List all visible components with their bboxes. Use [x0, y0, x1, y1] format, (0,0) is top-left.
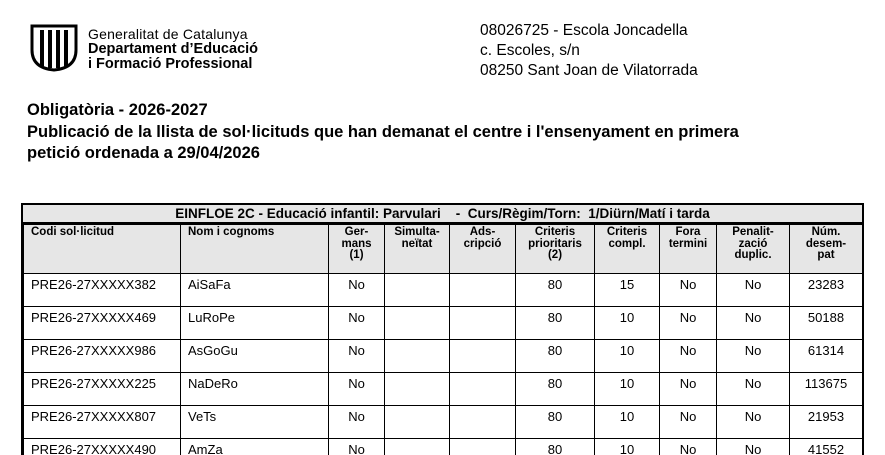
cell-num-desempat: 50188: [790, 307, 863, 340]
cell-penalitzacio: No: [717, 373, 790, 406]
requests-grid: [23, 224, 863, 455]
organization-name: [88, 27, 258, 72]
cell-nom: NaDeRo: [181, 373, 329, 406]
column-header-criteris-compl: [595, 225, 660, 274]
cell-penalitzacio: No: [717, 439, 790, 455]
cell-fora-termini: No: [660, 373, 717, 406]
cell-codi: PRE26-27XXXXX382: [24, 274, 181, 307]
cell-germans: No: [329, 274, 385, 307]
requests-table: [21, 203, 864, 455]
column-header-text: compl.: [608, 238, 645, 250]
cell-criteris-prioritaris: 80: [516, 307, 595, 340]
cell-fora-termini: No: [660, 307, 717, 340]
column-header-text: (2): [548, 249, 562, 261]
cell-simultaneitat: [385, 373, 450, 406]
column-header-text: Núm.: [812, 226, 841, 238]
column-header-text: termini: [669, 238, 707, 250]
cell-nom: AmZa: [181, 439, 329, 455]
cell-germans: No: [329, 373, 385, 406]
cell-num-desempat: 61314: [790, 340, 863, 373]
column-header-text: Nom i cognoms: [188, 226, 274, 238]
cell-germans: No: [329, 307, 385, 340]
school-street: c. Escoles, s/n: [480, 41, 698, 61]
column-header-text: neïtat: [402, 238, 433, 250]
cell-germans: No: [329, 406, 385, 439]
cell-criteris-prioritaris: 80: [516, 274, 595, 307]
cell-penalitzacio: No: [717, 307, 790, 340]
cell-simultaneitat: [385, 406, 450, 439]
cell-criteris-compl: 10: [595, 406, 660, 439]
cell-nom: LuRoPe: [181, 307, 329, 340]
column-header-text: Fora: [676, 226, 701, 238]
column-header-adscripcio: [450, 225, 516, 274]
cell-germans: No: [329, 340, 385, 373]
column-header-text: duplic.: [734, 249, 771, 261]
column-header-text: cripció: [464, 238, 502, 250]
cell-criteris-prioritaris: 80: [516, 340, 595, 373]
org-line-2: Departament d’Educació: [88, 42, 258, 57]
cell-penalitzacio: No: [717, 340, 790, 373]
cell-criteris-compl: 10: [595, 340, 660, 373]
column-header-criteris-prioritaris: [516, 225, 595, 274]
cell-adscripcio: [450, 406, 516, 439]
cell-codi: PRE26-27XXXXX469: [24, 307, 181, 340]
column-header-text: Ads-: [470, 226, 496, 238]
cell-fora-termini: No: [660, 406, 717, 439]
table-body: [24, 274, 863, 455]
org-line-3: i Formació Professional: [88, 57, 258, 72]
cell-num-desempat: 113675: [790, 373, 863, 406]
table-banner-text: EINFLOE 2C - Educació infantil: Parvulari - Curs/Règim/Torn: 1/Diürn/Matí i tarda: [175, 206, 710, 221]
column-header-text: Criteris: [535, 226, 575, 238]
table-row: [24, 406, 863, 439]
column-header-text: Simulta-: [394, 226, 439, 238]
column-header-simultaneitat: [385, 225, 450, 274]
cell-criteris-compl: 10: [595, 439, 660, 455]
title-line-1: Obligatòria - 2026-2027: [27, 100, 857, 122]
column-header-fora-termini: [660, 225, 717, 274]
cell-codi: PRE26-27XXXXX490: [24, 439, 181, 455]
column-header-text: zació: [739, 238, 768, 250]
table-row: [24, 439, 863, 455]
cell-simultaneitat: [385, 274, 450, 307]
cell-num-desempat: 23283: [790, 274, 863, 307]
cell-nom: VeTs: [181, 406, 329, 439]
cell-criteris-compl: 15: [595, 274, 660, 307]
cell-nom: AiSaFa: [181, 274, 329, 307]
column-header-text: Codi sol·licitud: [31, 226, 114, 238]
document-title: [27, 100, 857, 165]
column-header-nom: [181, 225, 329, 274]
school-code-name: 08026725 - Escola Joncadella: [480, 21, 698, 41]
cell-fora-termini: No: [660, 439, 717, 455]
cell-num-desempat: 41552: [790, 439, 863, 455]
cell-criteris-compl: 10: [595, 307, 660, 340]
cell-simultaneitat: [385, 340, 450, 373]
table-row: [24, 373, 863, 406]
column-header-text: Penalit-: [732, 226, 774, 238]
cell-adscripcio: [450, 373, 516, 406]
cell-simultaneitat: [385, 439, 450, 455]
cell-nom: AsGoGu: [181, 340, 329, 373]
table-banner: [23, 205, 862, 224]
cell-fora-termini: No: [660, 340, 717, 373]
column-header-penalitzacio: [717, 225, 790, 274]
cell-penalitzacio: No: [717, 406, 790, 439]
cell-fora-termini: No: [660, 274, 717, 307]
cell-criteris-prioritaris: 80: [516, 373, 595, 406]
column-header-text: Criteris: [607, 226, 647, 238]
column-header-text: pat: [817, 249, 834, 261]
cell-adscripcio: [450, 274, 516, 307]
cell-adscripcio: [450, 340, 516, 373]
school-address: [480, 21, 698, 81]
school-city: 08250 Sant Joan de Vilatorrada: [480, 61, 698, 81]
column-header-text: Ger-: [345, 226, 369, 238]
cell-criteris-prioritaris: 80: [516, 439, 595, 455]
cell-criteris-prioritaris: 80: [516, 406, 595, 439]
cell-codi: PRE26-27XXXXX807: [24, 406, 181, 439]
column-header-text: mans: [341, 238, 371, 250]
column-header-text: (1): [349, 249, 363, 261]
org-line-1: Generalitat de Catalunya: [88, 27, 258, 42]
generalitat-logo-icon: [28, 24, 80, 72]
cell-adscripcio: [450, 439, 516, 455]
cell-adscripcio: [450, 307, 516, 340]
column-header-num-desempat: [790, 225, 863, 274]
column-header-germans: [329, 225, 385, 274]
title-line-3: petició ordenada a 29/04/2026: [27, 143, 857, 165]
cell-codi: PRE26-27XXXXX225: [24, 373, 181, 406]
cell-criteris-compl: 10: [595, 373, 660, 406]
table-row: [24, 274, 863, 307]
column-header-codi: [24, 225, 181, 274]
table-header-row: [24, 225, 863, 274]
cell-penalitzacio: No: [717, 274, 790, 307]
cell-simultaneitat: [385, 307, 450, 340]
cell-germans: No: [329, 439, 385, 455]
column-header-text: prioritaris: [528, 238, 582, 250]
column-header-text: desem-: [806, 238, 846, 250]
cell-codi: PRE26-27XXXXX986: [24, 340, 181, 373]
table-row: [24, 307, 863, 340]
cell-num-desempat: 21953: [790, 406, 863, 439]
title-line-2: Publicació de la llista de sol·licituds que han demanat el centre i l'ensenyament en primera: [27, 122, 857, 144]
table-row: [24, 340, 863, 373]
